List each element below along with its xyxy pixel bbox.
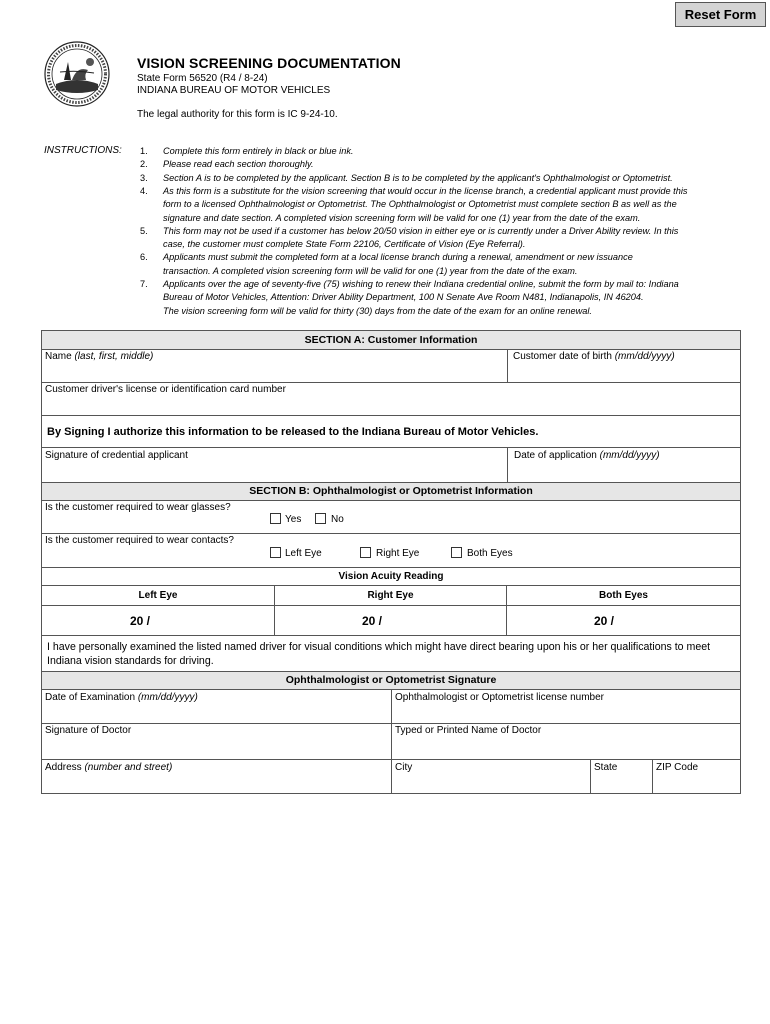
- contacts-right-eye-checkbox[interactable]: [360, 547, 371, 558]
- application-date-label: Date of application (mm/dd/yyyy): [514, 450, 660, 461]
- doctor-license-label: Ophthalmologist or Optometrist license number: [395, 692, 604, 703]
- instruction-number: 1.: [140, 146, 148, 156]
- contacts-left-eye-checkbox[interactable]: [270, 547, 281, 558]
- instruction-text: Complete this form entirely in black or blue ink.: [163, 146, 354, 156]
- acuity-header: Vision Acuity Reading: [338, 571, 444, 582]
- doctor-signature-field[interactable]: [45, 738, 385, 756]
- instruction-text: Applicants over the age of seventy-five (75) wishing to renew their Indiana credential online, submit the form by mail to: Indiana: [163, 279, 679, 289]
- form-number: State Form 56520 (R4 / 8-24): [137, 73, 268, 84]
- exam-date-input[interactable]: [45, 705, 385, 721]
- acuity-col-left: Left Eye: [138, 590, 178, 601]
- agency-name: INDIANA BUREAU OF MOTOR VEHICLES: [137, 85, 331, 96]
- instruction-text: Bureau of Motor Vehicles, Attention: Driver Ability Department, 100 N Senate Ave Room N481, Indianapolis, IN 46204.: [163, 292, 644, 303]
- section-a-header: SECTION A: Customer Information: [42, 331, 740, 349]
- contacts-both-eyes-checkbox[interactable]: [451, 547, 462, 558]
- instruction-text: Please read each section thoroughly.: [163, 159, 314, 170]
- reset-form-button[interactable]: Reset Form: [675, 2, 766, 27]
- instruction-text: signature and date section. A completed vision screening form will be valid for one (1) year from the date of the exam.: [163, 212, 641, 223]
- authorization-statement: By Signing I authorize this information to be released to the Indiana Bureau of Motor Vehicles.: [47, 426, 539, 438]
- glasses-yes-checkbox[interactable]: [270, 513, 281, 524]
- instruction-number: 6.: [140, 252, 148, 263]
- doctor-name-label: Typed or Printed Name of Doctor: [395, 725, 542, 736]
- zip-label: ZIP Code: [656, 762, 699, 773]
- instruction-number: 2.: [140, 159, 148, 170]
- instruction-text: This form may not be used if a customer has below 20/50 vision in either eye or is currently under a Driver Ability review. In this: [163, 225, 679, 236]
- dob-input[interactable]: [511, 364, 736, 380]
- form-title: VISION SCREENING DOCUMENTATION: [137, 55, 401, 71]
- dob-label: Customer date of birth (mm/dd/yyyy): [513, 351, 675, 362]
- city-input[interactable]: [395, 775, 585, 791]
- signature-section-header: Ophthalmologist or Optometrist Signature: [42, 672, 740, 689]
- acuity-right-prefix: 20 /: [362, 614, 383, 628]
- instruction-number: 3.: [140, 172, 148, 183]
- address-input[interactable]: [45, 775, 385, 791]
- applicant-signature-label: Signature of credential applicant: [45, 450, 188, 461]
- name-label: Name (last, first, middle): [45, 351, 154, 362]
- acuity-left-prefix: 20 /: [130, 614, 151, 628]
- doctor-name-input[interactable]: [395, 738, 735, 756]
- state-input[interactable]: [594, 775, 648, 791]
- acuity-left-input[interactable]: [158, 610, 268, 630]
- instruction-text: Section A is to be completed by the applicant. Section B is to be completed by the applicant's Ophthalmologist or Optometrist.: [163, 172, 673, 183]
- instruction-number: 7.: [140, 279, 148, 289]
- acuity-both-prefix: 20 /: [594, 614, 615, 628]
- state-label: State: [594, 762, 618, 773]
- instruction-text: transaction. A completed vision screening form will be valid for one (1) year from the date of the exam.: [163, 265, 578, 276]
- acuity-col-right: Right Eye: [367, 590, 414, 601]
- doctor-signature-label: Signature of Doctor: [45, 725, 132, 736]
- instruction-text: case, the customer must complete State Form 22106, Certificate of Vision (Eye Referral).: [163, 239, 526, 250]
- instructions-label: INSTRUCTIONS:: [44, 145, 122, 156]
- license-number-input[interactable]: [45, 397, 735, 413]
- doctor-license-input[interactable]: [395, 705, 735, 721]
- applicant-signature-field[interactable]: [45, 463, 500, 479]
- application-date-input[interactable]: [511, 463, 736, 479]
- contacts-question: Is the customer required to wear contacts?: [45, 535, 234, 546]
- instruction-text: The vision screening form will be valid for thirty (30) days from the date of the exam for an online renewal.: [163, 305, 592, 316]
- address-label: Address (number and street): [45, 762, 173, 773]
- name-input[interactable]: [45, 364, 500, 380]
- instructions-list: [140, 145, 740, 320]
- contacts-both-eyes-label: Both Eyes: [467, 548, 513, 559]
- license-number-label: Customer driver's license or identification card number: [45, 384, 286, 395]
- acuity-right-input[interactable]: [390, 610, 500, 630]
- glasses-question: Is the customer required to wear glasses?: [45, 502, 231, 513]
- contacts-right-eye-label: Right Eye: [376, 548, 420, 559]
- acuity-both-input[interactable]: [622, 610, 732, 630]
- legal-authority: The legal authority for this form is IC 9-24-10.: [137, 109, 338, 120]
- glasses-no-label: No: [331, 514, 344, 525]
- instruction-text: As this form is a substitute for the vision screening that would occur in the license branch, a credential applicant must provide this: [163, 185, 688, 196]
- contacts-left-eye-label: Left Eye: [285, 548, 322, 559]
- instruction-number: 5.: [140, 225, 148, 236]
- section-b-header: SECTION B: Ophthalmologist or Optometrist Information: [42, 483, 740, 500]
- glasses-no-checkbox[interactable]: [315, 513, 326, 524]
- exam-date-label: Date of Examination (mm/dd/yyyy): [45, 692, 198, 703]
- instruction-text: Applicants must submit the completed form at a local license branch during a renewal, amendment or new issuance: [163, 252, 633, 263]
- acuity-col-both: Both Eyes: [599, 590, 648, 601]
- glasses-yes-label: Yes: [285, 514, 302, 525]
- indiana-state-seal: [42, 40, 112, 108]
- zip-input[interactable]: [656, 775, 736, 791]
- city-label: City: [395, 762, 413, 773]
- instruction-text: form to a licensed Ophthalmologist or Optometrist. The Ophthalmologist or Optometrist must complete section B as well as the: [163, 199, 677, 210]
- doctor-certification: I have personally examined the listed named driver for visual conditions which might have direct bearing upon his or her qualifications to meet Indiana vision standards for driving.: [47, 641, 711, 667]
- instruction-number: 4.: [140, 185, 148, 196]
